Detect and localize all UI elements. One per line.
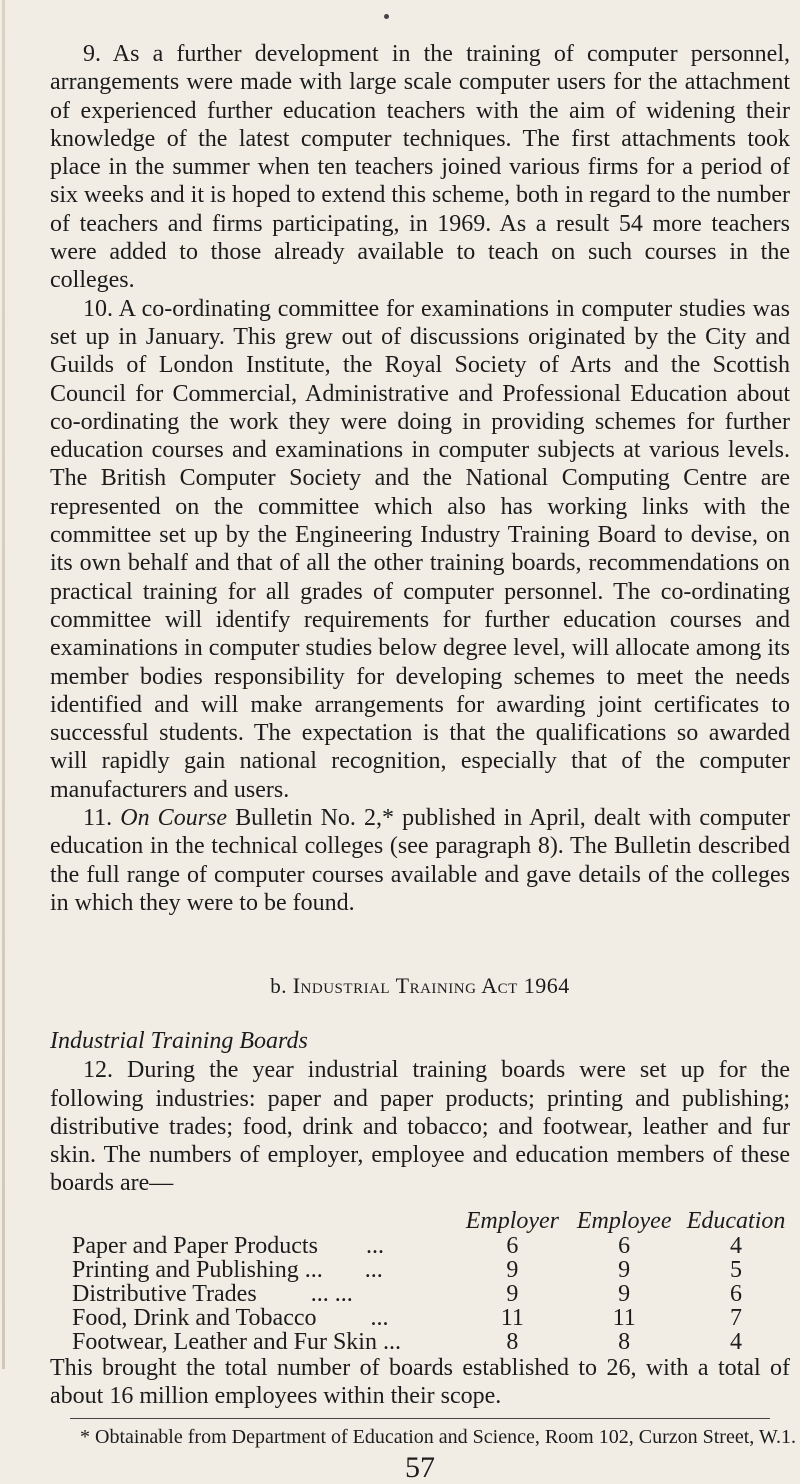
page-edge-shadow — [2, 0, 5, 1369]
paragraph-11-number: 11. — [83, 805, 113, 832]
paragraph-11-italic-title: On Course — [120, 805, 228, 832]
employer-count: 8 — [506, 1328, 519, 1355]
board-name: Paper and Paper Products — [72, 1232, 318, 1259]
employer-count: 9 — [506, 1280, 519, 1307]
paragraph-9: 9. As a further development in the training of computer personnel, arrangements were made with large scale computer users for the attachment of experienced further education teachers with the aim of widening their knowledge of the latest computer techniques. The first attachments took place in the summer when ten teachers joined various firms for a period of six weeks and it is hoped to extend this scheme, both in regard to the number of teachers and firms participating, in 1969. As a result 54 more teachers were added to those already available to teach on such courses in the colleges. — [50, 41, 790, 294]
footnote-divider — [70, 1418, 770, 1419]
boards-table — [72, 1208, 792, 1354]
footnote: * Obtainable from Department of Education and Science, Room 102, Curzon Street, W.1. — [80, 1426, 796, 1449]
employer-count: 9 — [506, 1256, 519, 1283]
table-row — [72, 1330, 792, 1354]
table-row — [72, 1234, 792, 1258]
section-title: Industrial Training Act 1964 — [292, 973, 570, 999]
board-name: Distributive Trades — [72, 1280, 257, 1307]
section-heading — [50, 971, 790, 1001]
board-name: Food, Drink and Tobacco — [72, 1304, 317, 1331]
table-row — [72, 1282, 792, 1306]
table-row — [72, 1258, 792, 1282]
paragraph-12: 12. During the year industrial training boards were set up for the following industries: paper and paper products; printing and publishing; distributive trades; food, drink and tobacco; and footwear, leather and fur skin. The numbers of employer, employee and education members of these boards are— — [50, 1057, 790, 1197]
leader-dots: ... — [364, 1256, 383, 1283]
employee-count: 9 — [618, 1256, 631, 1283]
document-page — [50, 40, 796, 1484]
column-header-employer: Employer — [465, 1207, 560, 1234]
employer-count: 11 — [500, 1304, 524, 1331]
column-header-education: Education — [686, 1207, 786, 1234]
page-number: 57 — [405, 1451, 435, 1484]
employee-count: 6 — [618, 1232, 631, 1259]
education-count: 7 — [730, 1304, 743, 1331]
column-header-employee: Employee — [576, 1207, 672, 1234]
leader-dots: ... — [370, 1304, 389, 1331]
education-count: 4 — [730, 1328, 743, 1355]
table-row — [72, 1306, 792, 1330]
table-header-row — [72, 1208, 792, 1234]
board-name: Footwear, Leather and Fur Skin ... — [72, 1328, 401, 1355]
leader-dots: ... ... — [310, 1280, 353, 1307]
paragraph-summary: This brought the total number of boards established to 26, with a total of about 16 million employees within their scope. — [50, 1354, 790, 1409]
print-speck — [384, 14, 389, 19]
paragraph-11-text: Bulletin No. 2,* published in April, dealt with computer education in the technical colleges (see paragraph 8). The Bulletin described the full range of computer courses available and gave details of the colleges in which they were to be found. — [50, 805, 791, 916]
employee-count: 8 — [618, 1328, 631, 1355]
employer-count: 6 — [506, 1232, 519, 1259]
education-count: 6 — [730, 1280, 743, 1307]
board-name: Printing and Publishing ... — [72, 1256, 323, 1283]
subheading: Industrial Training Boards — [50, 1028, 308, 1055]
employee-count: 9 — [618, 1280, 631, 1307]
education-count: 5 — [730, 1256, 743, 1283]
employee-count: 11 — [612, 1304, 636, 1331]
leader-dots: ... — [365, 1232, 384, 1259]
paragraph-11 — [50, 804, 790, 917]
paragraph-10: 10. A co-ordinating committee for examinations in computer studies was set up in January. This grew out of discussions originated by the City and Guilds of London Institute, the Royal Society of Arts and the Scottish Council for Commercial, Administrative and Professional Education about co-ordinating the work they were doing in providing schemes for further education courses and examinations in computer subjects at various levels. The British Computer Society and the National Computing Centre are represented on the committee which also has working links with the committee set up by the Engineering Industry Training Board to devise, on its own behalf and that of all the other training boards, recommendations on practical training for all grades of computer personnel. The co-ordinating committee will identify requirements for further education courses and examinations in computer studies below degree level, will allocate among its member bodies responsibility for developing schemes to meet the needs identified and will make arrangements for awarding joint certificates to successful students. The expectation is that the qualifications so awarded will rapidly gain national recognition, especially that of the computer manufacturers and users. — [50, 295, 790, 803]
education-count: 4 — [730, 1232, 743, 1259]
section-prefix: b. — [270, 974, 287, 999]
